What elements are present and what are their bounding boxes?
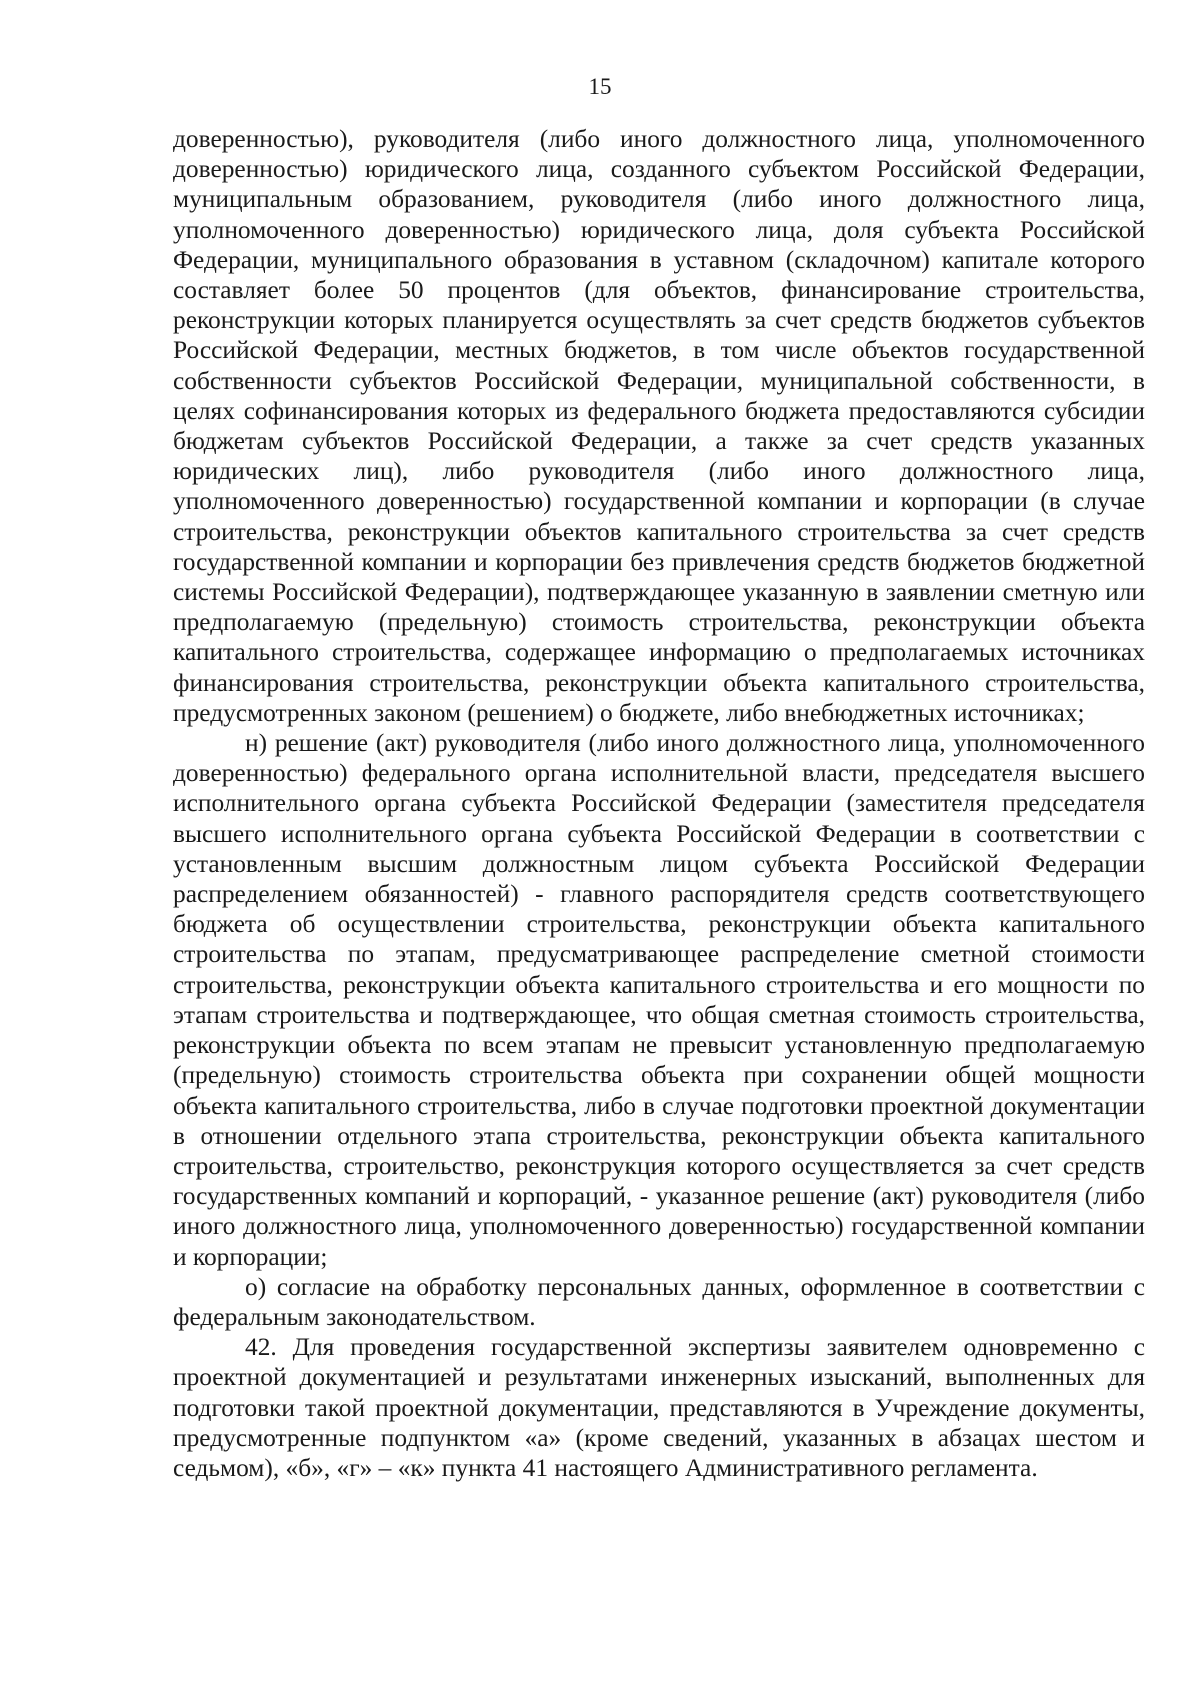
paragraph-clause-42: 42. Для проведения государственной экспертизы заявителем одновременно с проектной документацией и результатами инженерных изысканий, выполненных для подготовки такой проектной документации, представляются в Учреждение документы, предусмотренные подпунктом «а» (кроме сведений, указанных в абзацах шестом и седьмом), «б», «г» – «к» пункта 41 настоящего Административного регламента. — [173, 1333, 1145, 1482]
document-body — [173, 124, 1145, 1483]
page-number: 15 — [588, 74, 612, 99]
paragraph-item-o: о) согласие на обработку персональных данных, оформленное в соответствии с федеральным законодательством. — [173, 1272, 1145, 1331]
paragraph-continuation: доверенностью), руководителя (либо иного должностного лица, уполномоченного доверенностью) юридического лица, созданного субъектом Российской Федерации, муниципальным образованием, руководителя (либо иного должностного лица, уполномоченного доверенностью) юридического лица, доля субъекта Российской Федерации, муниципального образования в уставном (складочном) капитале которого составляет более 50 процентов (для объектов, финансирование строительства, реконструкции которых планируется осуществлять за счет средств бюджетов субъектов Российской Федерации, местных бюджетов, в том числе объектов государственной собственности субъектов Российской Федерации, муниципальной собственности, в целях софинансирования которых из федерального бюджета предоставляются субсидии бюджетам субъектов Российской Федерации, а также за счет средств указанных юридических лиц), либо руководителя (либо иного должностного лица, уполномоченного доверенностью) государственной компании и корпорации (в случае строительства, реконструкции объектов капитального строительства за счет средств государственной компании и корпорации без привлечения средств бюджетов бюджетной системы Российской Федерации), подтверждающее указанную в заявлении сметную или предполагаемую (предельную) стоимость строительства, реконструкции объекта капитального строительства, содержащее информацию о предполагаемых источниках финансирования строительства, реконструкции объекта капитального строительства, предусмотренных законом (решением) о бюджете, либо внебюджетных источниках; — [173, 125, 1145, 727]
paragraph-item-n: н) решение (акт) руководителя (либо иного должностного лица, уполномоченного доверенностью) федерального органа исполнительной власти, председателя высшего исполнительного органа субъекта Российской Федерации (заместителя председателя высшего исполнительного органа субъекта Российской Федерации в соответствии с установленным высшим должностным лицом субъекта Российской Федерации распределением обязанностей) - главного распорядителя средств соответствующего бюджета об осуществлении строительства, реконструкции объекта капитального строительства по этапам, предусматривающее распределение сметной стоимости строительства, реконструкции объекта капитального строительства и его мощности по этапам строительства и подтверждающее, что общая сметная стоимость строительства, реконструкции объекта по всем этапам не превысит установленную предполагаемую (предельную) стоимость строительства объекта при сохранении общей мощности объекта капитального строительства, либо в случае подготовки проектной документации в отношении отдельного этапа строительства, реконструкции объекта капитального строительства, строительство, реконструкция которого осуществляется за счет средств государственных компаний и корпораций, - указанное решение (акт) руководителя (либо иного должностного лица, уполномоченного доверенностью) государственной компании и корпорации; — [173, 729, 1145, 1271]
